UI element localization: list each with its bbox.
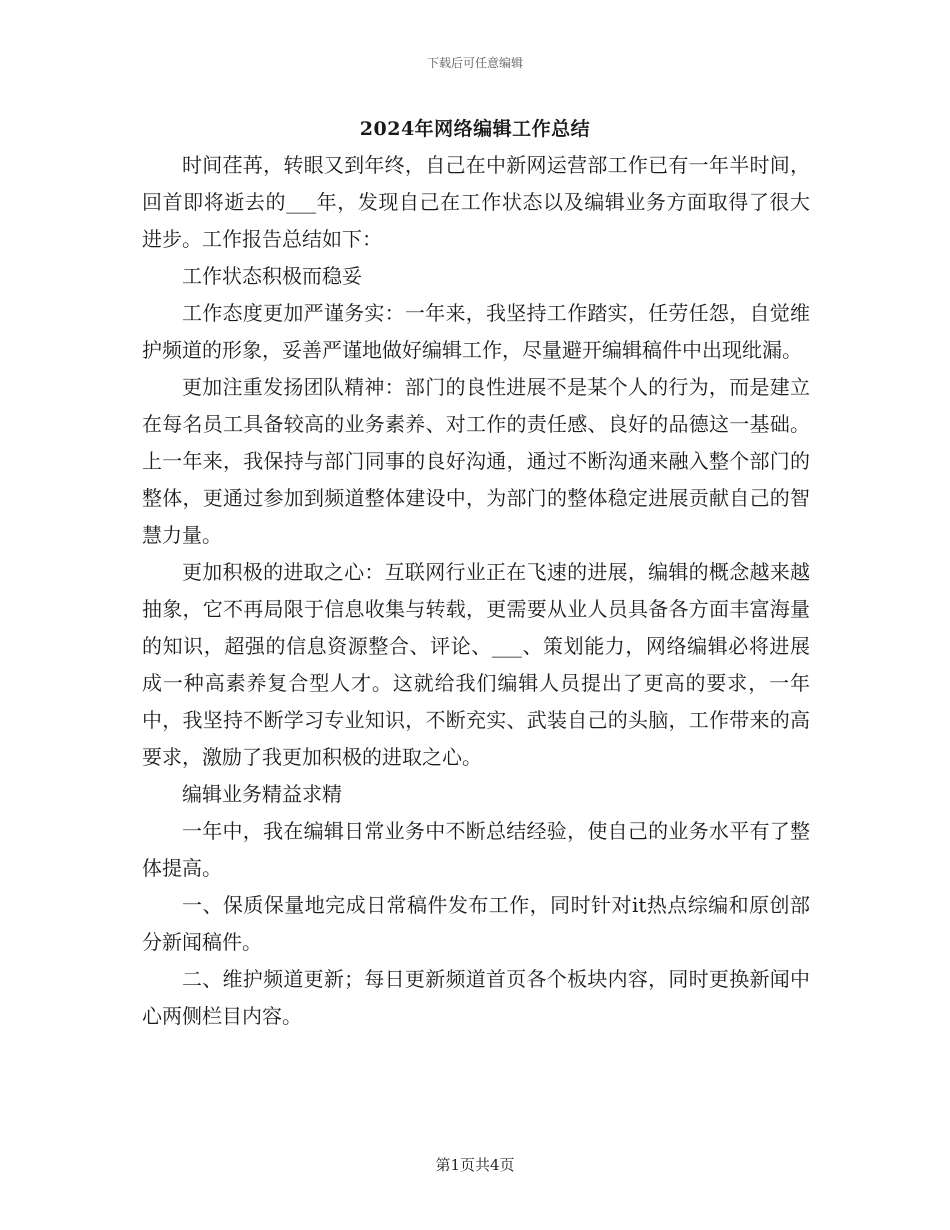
paragraph-team-spirit: 更加注重发扬团队精神：部门的良性进展不是某个人的行为，而是建立在每名员工具备较高的业务素养、对工作的责任感、良好的品德这一基础。上一年来，我保持与部门同事的良好沟通，通过不断沟通来融入整个部门的整体，更通过参加到频道整体建设中，为部门的整体稳定进展贡献自己的智慧力量。 xyxy=(142,375,810,547)
paragraph-item-two: 二、维护频道更新；每日更新频道首页各个板块内容，同时更换新闻中心两侧栏目内容。 xyxy=(142,967,810,1028)
paragraph-enterprising: 更加积极的进取之心：互联网行业正在飞速的进展，编辑的概念越来越抽象，它不再局限于信息收集与转载，更需要从业人员具备各方面丰富海量的知识，超强的信息资源整合、评论、___、策划能力，网络编辑必将进展成一种高素养复合型人才。这就给我们编辑人员提出了更高的要求，一年中，我坚持不断学习专业知识，不断充实、武装自己的头脑，工作带来的高要求，激励了我更加积极的进取之心。 xyxy=(142,560,810,769)
section-heading-work-status: 工作状态积极而稳妥 xyxy=(182,264,362,288)
paragraph-business-summary: 一年中，我在编辑日常业务中不断总结经验，使自己的业务水平有了整体提高。 xyxy=(142,819,810,880)
paragraph-intro: 时间荏苒，转眼又到年终，自己在中新网运营部工作已有一年半时间，回首即将逝去的___年，发现自己在工作状态以及编辑业务方面取得了很大进步。工作报告总结如下： xyxy=(142,153,810,251)
header-note: 下载后可任意编辑 xyxy=(426,56,523,70)
document-body xyxy=(142,147,810,1035)
paragraph-work-attitude: 工作态度更加严谨务实：一年来，我坚持工作踏实，任劳任怨，自觉维护频道的形象，妥善严谨地做好编辑工作，尽量避开编辑稿件中出现纰漏。 xyxy=(142,301,810,362)
section-heading-editing-business: 编辑业务精益求精 xyxy=(182,782,342,806)
page-footer: 第1页共4页 xyxy=(435,1156,515,1174)
document-title: 2024年网络编辑工作总结 xyxy=(359,118,591,140)
paragraph-item-one: 一、保质保量地完成日常稿件发布工作，同时针对it热点综编和原创部分新闻稿件。 xyxy=(142,893,810,954)
